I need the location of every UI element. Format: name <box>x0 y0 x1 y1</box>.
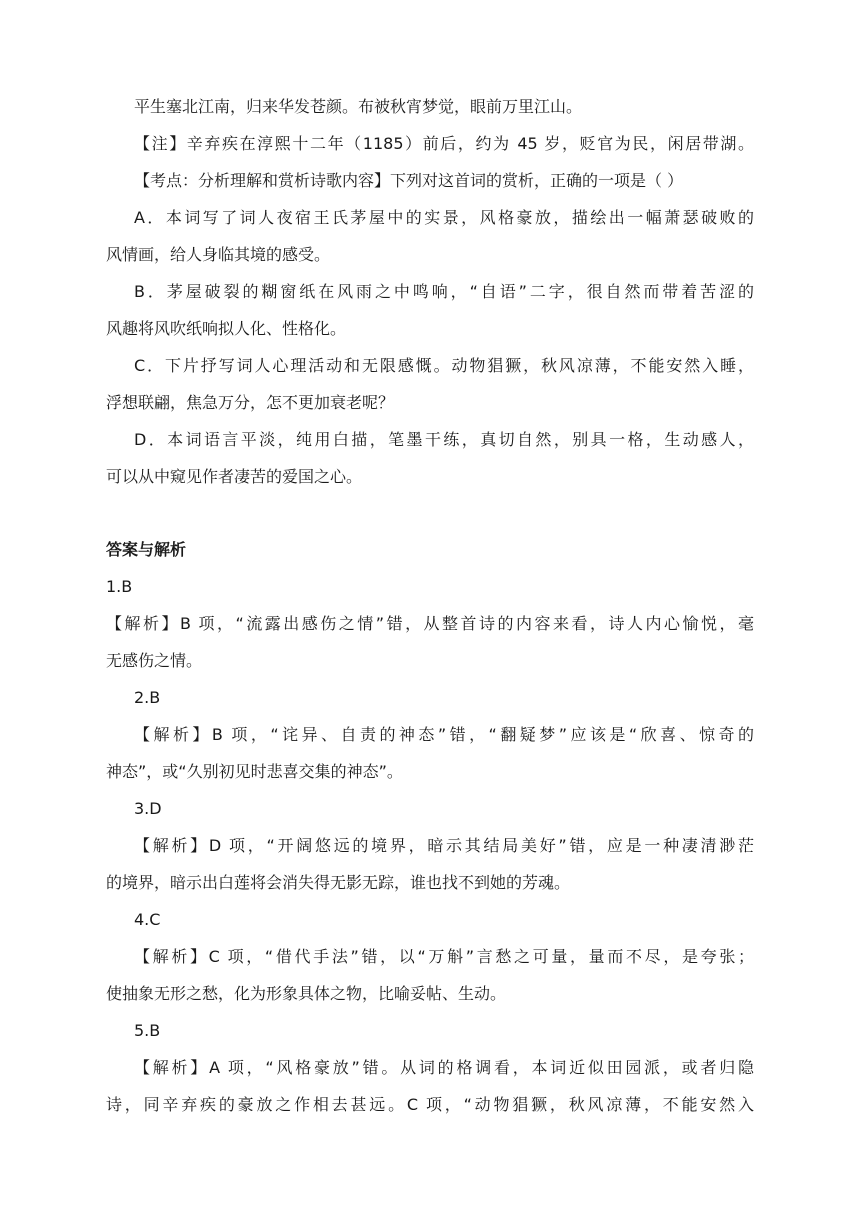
note-line: 【注】辛弃疾在淳熙十二年（1185）前后，约为 45 岁，贬官为民，闲居带湖。 <box>134 134 754 153</box>
analysis-4-line-1: 【解析】C 项，“借代手法”错，以“万斛”言愁之可量，量而不尽，是夸张； <box>134 947 754 966</box>
option-a-line-1: A．本词写了词人夜宿王氏茅屋中的实景，风格豪放，描绘出一幅萧瑟破败的 <box>134 208 754 227</box>
analysis-3-line-2: 的境界，暗示出白莲将会消失得无影无踪，谁也找不到她的芳魂。 <box>106 873 571 892</box>
option-b-line-2: 风趣将风吹纸响拟人化、性格化。 <box>106 319 347 338</box>
analysis-1-line-1: 【解析】B 项，“流露出感伤之情”错，从整首诗的内容来看，诗人内心愉悦，毫 <box>106 614 754 633</box>
option-a-line-2: 风情画，给人身临其境的感受。 <box>106 245 331 264</box>
section-gap <box>106 495 754 531</box>
answer-1: 1.B <box>106 577 133 596</box>
option-d-line-1: D．本词语言平淡，纯用白描，笔墨干练，真切自然，别具一格，生动感人， <box>134 430 754 449</box>
analysis-1-line-2: 无感伤之情。 <box>106 651 203 670</box>
analysis-2-line-1: 【解析】B 项，“诧异、自责的神态”错，“翻疑梦”应该是“欣喜、惊奇的 <box>134 725 754 744</box>
analysis-2-line-2: 神态”，或“久别初见时悲喜交集的神态”。 <box>106 762 403 781</box>
answer-4: 4.C <box>134 910 161 929</box>
answer-5: 5.B <box>134 1021 161 1040</box>
poem-line: 平生塞北江南，归来华发苍颜。布被秋宵梦觉，眼前万里江山。 <box>134 97 583 116</box>
option-c-line-2: 浮想联翩，焦急万分，怎不更加衰老呢？ <box>106 393 395 412</box>
option-b-line-1: B．茅屋破裂的糊窗纸在风雨之中鸣响，“自语”二字，很自然而带着苦涩的 <box>134 282 754 301</box>
answer-2: 2.B <box>134 688 161 707</box>
answer-3: 3.D <box>134 799 162 818</box>
document-body <box>106 88 754 1123</box>
analysis-3-line-1: 【解析】D 项，“开阔悠远的境界，暗示其结局美好”错，应是一种凄清渺茫 <box>134 836 754 855</box>
analysis-4-line-2: 使抽象无形之愁，化为形象具体之物，比喻妥帖、生动。 <box>106 984 507 1003</box>
option-d-line-2: 可以从中窥见作者凄苦的爱国之心。 <box>106 467 363 486</box>
answers-heading: 答案与解析 <box>106 540 187 559</box>
option-c-line-1: C．下片抒写词人心理活动和无限感慨。动物猖獗，秋风凉薄，不能安然入睡， <box>134 356 754 375</box>
analysis-5-line-2: 诗，同辛弃疾的豪放之作相去甚远。C 项，“动物猖獗，秋风凉薄，不能安然入 <box>106 1095 754 1114</box>
question-stem: 【考点：分析理解和赏析诗歌内容】下列对这首词的赏析，正确的一项是（ ） <box>134 171 684 190</box>
analysis-5-line-1: 【解析】A 项，“风格豪放”错。从词的格调看，本词近似田园派，或者归隐 <box>134 1058 754 1077</box>
